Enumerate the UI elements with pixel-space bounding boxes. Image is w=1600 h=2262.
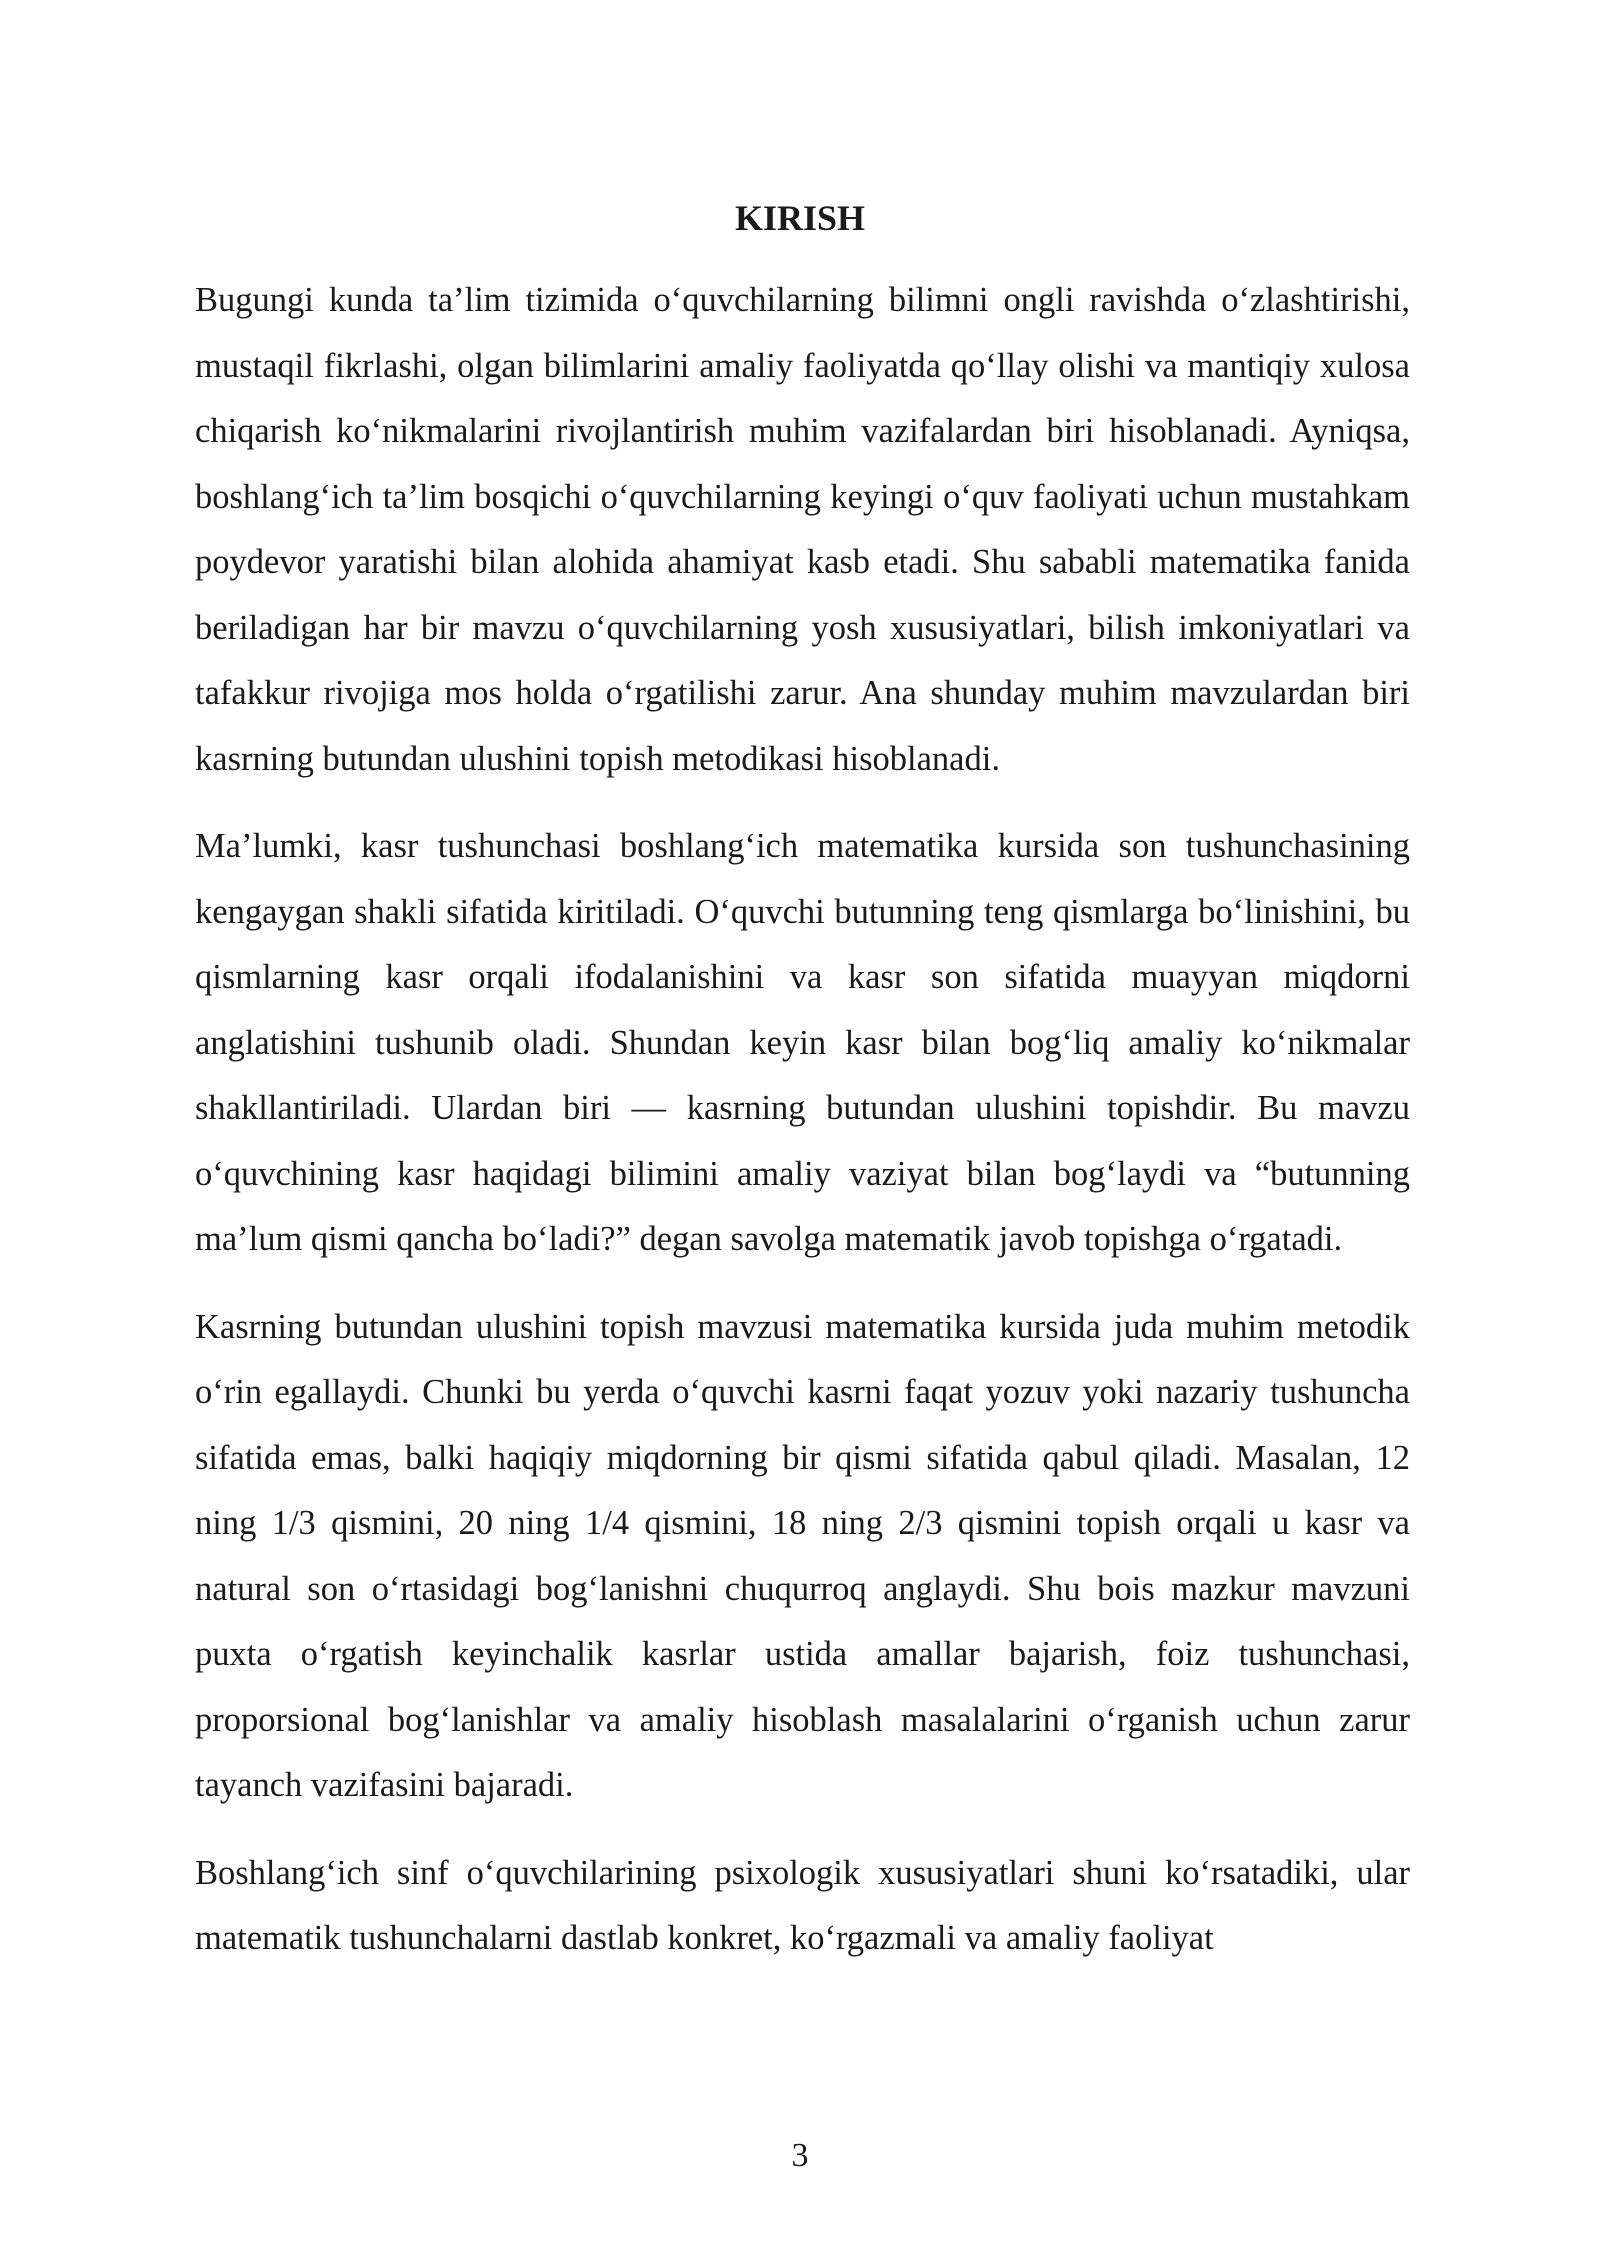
page-number: 3 (791, 2137, 809, 2174)
paragraph-4: Boshlang‘ich sinf o‘quvchilarining psixologik xususiyatlari shuni ko‘rsatadiki, ular matematik tushunchalarni dastlab konkret, ko‘rgazmali va amaliy faoliyat (195, 1853, 1410, 1957)
paragraph-2: Ma’lumki, kasr tushunchasi boshlang‘ich matematika kursida son tushunchasining kengaygan shakli sifatida kiritiladi. O‘quvchi butunning teng qismlarga bo‘linishini, bu qismlarning kasr orqali ifodalanishini va kasr son sifatida muayyan miqdorni anglatishini tushunib oladi. Shundan keyin kasr bilan bog‘liq amaliy ko‘nikmalar shakllantiriladi. Ulardan biri — kasrning butundan ulushini topishdir. Bu mavzu o‘quvchining kasr haqidagi bilimini amaliy vaziyat bilan bog‘laydi va “butunning ma’lum qismi qancha bo‘ladi?” degan savolga matematik javob topishga o‘rgatadi. (195, 827, 1410, 1258)
paragraph-3: Kasrning butundan ulushini topish mavzusi matematika kursida juda muhim metodik o‘rin egallaydi. Chunki bu yerda o‘quvchi kasrni faqat yozuv yoki nazariy tushuncha sifatida emas, balki haqiqiy miqdorning bir qismi sifatida qabul qiladi. Masalan, 12 ning 1/3 qismini, 20 ning 1/4 qismini, 18 ning 2/3 qismini topish orqali u kasr va natural son o‘rtasidagi bog‘lanishni chuqurroq anglaydi. Shu bois mazkur mavzuni puxta o‘rgatish keyinchalik kasrlar ustida amallar bajarish, foiz tushunchasi, proporsional bog‘lanishlar va amaliy hisoblash masalalarini o‘rganish uchun zarur tayanch vazifasini bajaradi. (195, 1307, 1410, 1804)
body-text (195, 268, 1410, 1994)
section-title: KIRISH (734, 198, 866, 238)
paragraph-1: Bugungi kunda ta’lim tizimida o‘quvchilarning bilimni ongli ravishda o‘zlashtirishi, mustaqil fikrlashi, olgan bilimlarini amaliy faoliyatda qo‘llay olishi va mantiqiy xulosa chiqarish ko‘nikmalarini rivojlantirish muhim vazifalardan biri hisoblanadi. Ayniqsa, boshlang‘ich ta’lim bosqichi o‘quvchilarning keyingi o‘quv faoliyati uchun mustahkam poydevor yaratishi bilan alohida ahamiyat kasb etadi. Shu sababli matematika fanida beriladigan har bir mavzu o‘quvchilarning yosh xususiyatlari, bilish imkoniyatlari va tafakkur rivojiga mos holda o‘rgatilishi zarur. Ana shunday muhim mavzulardan biri kasrning butundan ulushini topish metodikasi hisoblanadi. (195, 281, 1410, 778)
